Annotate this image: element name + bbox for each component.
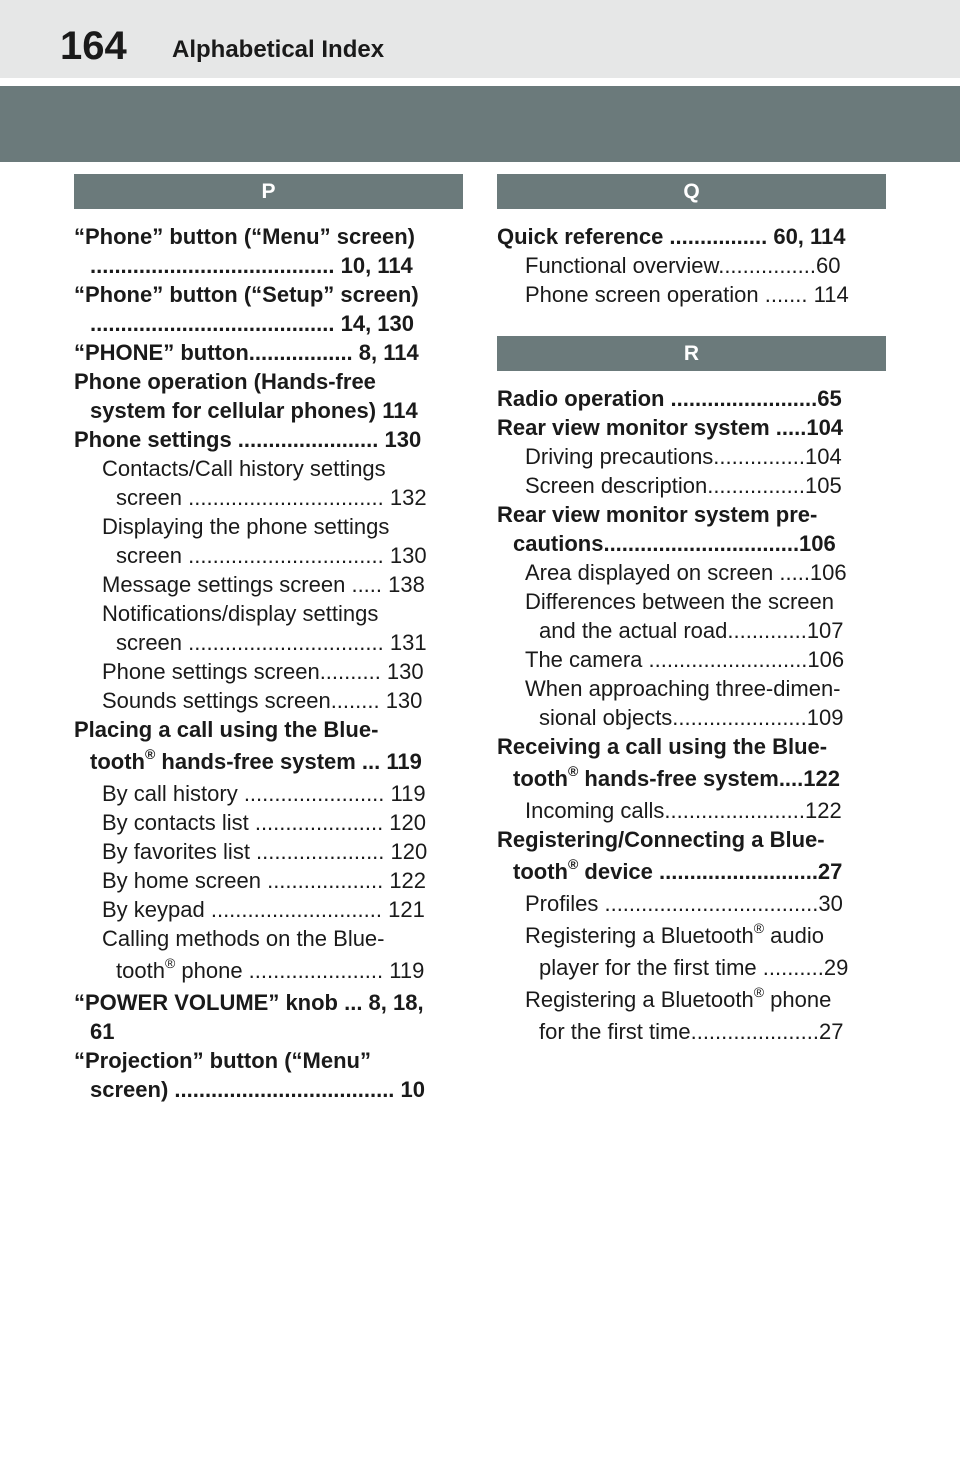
index-subentry: Driving precautions...............104	[525, 444, 842, 469]
index-entry-continuation	[497, 761, 886, 796]
index-entry: Registering/Connecting a Blue-	[497, 827, 825, 852]
index-subentry: Functional overview................60	[525, 253, 841, 278]
index-entry: Rear view monitor system .....104	[497, 415, 844, 440]
index-subentry: Screen description................105	[525, 473, 842, 498]
entry-text: Registering a Bluetooth	[525, 923, 754, 948]
index-subentry: Phone settings screen.......... 130	[102, 659, 424, 684]
index-subentry: Sounds settings screen........ 130	[102, 688, 423, 713]
index-list-r	[497, 384, 886, 1046]
entry-text: device ..........................27	[578, 859, 843, 884]
entry-text: tooth	[513, 766, 568, 791]
index-entry: “Phone” button (“Setup” screen)	[74, 282, 419, 307]
index-subentry: When approaching three-dimen-	[525, 676, 841, 701]
column-left	[74, 174, 463, 1104]
index-list-q	[497, 222, 886, 309]
index-subentry: Displaying the phone settings	[102, 514, 390, 539]
index-entry-continuation: ........................................ 14, 130	[90, 311, 415, 336]
section-letter-p: P	[74, 174, 463, 209]
registered-mark: ®	[753, 920, 765, 936]
entry-text: tooth	[90, 749, 145, 774]
index-subentry	[497, 918, 886, 953]
index-subentry: By contacts list ..................... 120	[102, 810, 427, 835]
index-subentry: The camera ..........................106	[525, 647, 845, 672]
index-subentry: Notifications/display settings	[102, 601, 379, 626]
index-subentry: Contacts/Call history settings	[102, 456, 386, 481]
index-entry: Phone operation (Hands-free	[74, 369, 376, 394]
index-entry-continuation: cautions................................106	[513, 531, 836, 556]
index-subentry: By favorites list ..................... 120	[102, 839, 428, 864]
column-right	[497, 174, 886, 1046]
index-entry-continuation	[74, 744, 463, 779]
index-subentry-continuation: and the actual road.............107	[539, 618, 844, 643]
index-entry-continuation	[497, 854, 886, 889]
registered-mark: ®	[753, 984, 765, 1000]
index-subentry: Differences between the screen	[525, 589, 834, 614]
entry-text: tooth	[513, 859, 568, 884]
index-subentry: Area displayed on screen .....106	[525, 560, 847, 585]
index-subentry-continuation: screen ................................ 130	[116, 543, 427, 568]
index-subentry-continuation: screen ................................ 132	[116, 485, 427, 510]
entry-text: Registering a Bluetooth	[525, 987, 754, 1012]
index-subentry: Incoming calls.......................122	[525, 798, 842, 823]
index-entry: Phone settings ....................... 130	[74, 427, 422, 452]
index-entry: “POWER VOLUME” knob ... 8, 18,	[74, 990, 424, 1015]
index-subentry: By keypad ............................ 121	[102, 897, 425, 922]
registered-mark: ®	[144, 746, 156, 762]
index-entry: Rear view monitor system pre-	[497, 502, 818, 527]
page-number: 164	[60, 24, 127, 68]
index-subentry-continuation: sional objects......................109	[539, 705, 844, 730]
entry-text: audio	[764, 923, 824, 948]
index-entry: Quick reference ................ 60, 114	[497, 224, 846, 249]
index-entry-continuation: ........................................ 10, 114	[90, 253, 413, 278]
index-entry: “Phone” button (“Menu” screen)	[74, 224, 415, 249]
index-subentry-continuation: player for the first time ..........29	[539, 955, 849, 980]
index-entry: Receiving a call using the Blue-	[497, 734, 828, 759]
index-subentry	[497, 982, 886, 1017]
section-letter-q: Q	[497, 174, 886, 209]
index-subentry-continuation: for the first time.....................27	[539, 1019, 844, 1044]
header-bar	[0, 0, 960, 78]
index-entry-continuation: system for cellular phones) 114	[90, 398, 418, 423]
index-entry: “Projection” button (“Menu”	[74, 1048, 371, 1073]
index-entry-continuation: 61	[90, 1019, 115, 1044]
index-entry: Radio operation ........................65	[497, 386, 842, 411]
index-subentry: Profiles ...................................30	[525, 891, 843, 916]
registered-mark: ®	[567, 763, 579, 779]
index-subentry-continuation	[74, 953, 463, 988]
entry-text: hands-free system....122	[578, 766, 840, 791]
index-subentry: Phone screen operation ....... 114	[525, 282, 849, 307]
index-subentry: Message settings screen ..... 138	[102, 572, 425, 597]
page-title: Alphabetical Index	[172, 36, 385, 63]
index-subentry-continuation: screen ................................ 131	[116, 630, 427, 655]
index-list-p	[74, 222, 463, 1104]
registered-mark: ®	[164, 955, 176, 971]
header-banner	[0, 86, 960, 162]
entry-text: tooth	[116, 958, 165, 983]
index-subentry: By call history ....................... 119	[102, 781, 426, 806]
index-subentry: Calling methods on the Blue-	[102, 926, 385, 951]
index-subentry: By home screen ................... 122	[102, 868, 427, 893]
entry-text: hands-free system ... 119	[155, 749, 422, 774]
registered-mark: ®	[567, 856, 579, 872]
index-entry-continuation: screen) .................................... 10	[90, 1077, 426, 1102]
index-entry: Placing a call using the Blue-	[74, 717, 379, 742]
entry-text: phone ...................... 119	[175, 958, 425, 983]
entry-text: phone	[764, 987, 832, 1012]
section-letter-r: R	[497, 336, 886, 371]
index-entry: “PHONE” button................. 8, 114	[74, 340, 419, 365]
